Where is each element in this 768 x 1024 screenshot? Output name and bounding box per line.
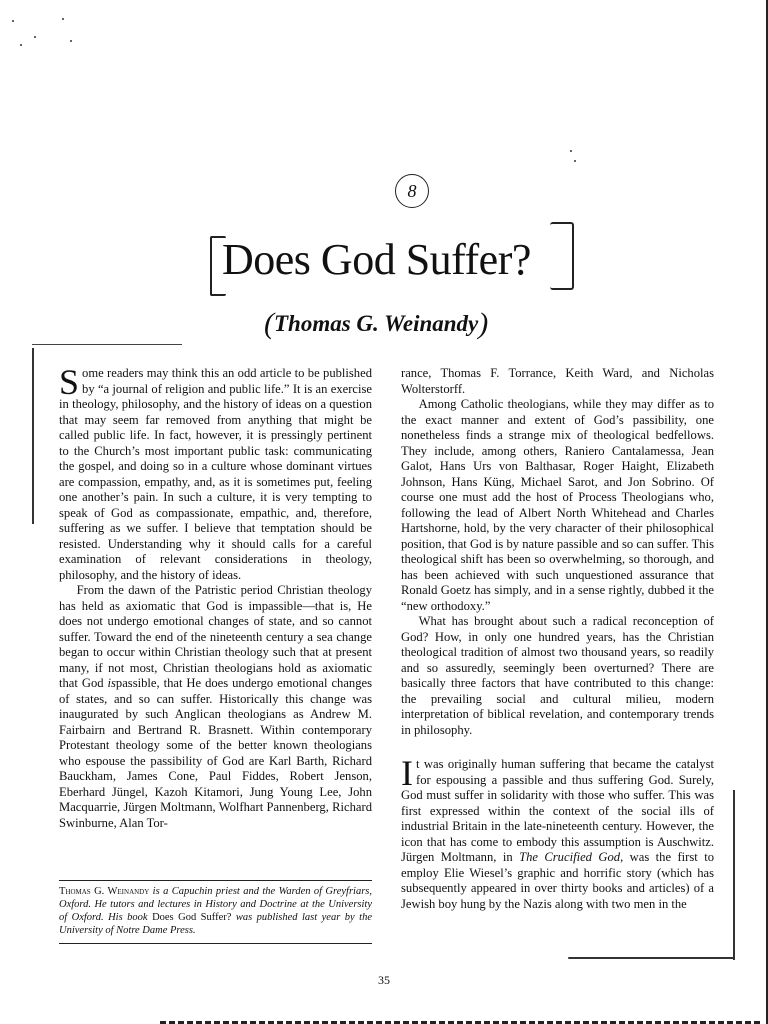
paragraph-text: t was originally human suffering that became the catalyst for espousing a passible and thus suffering God. Surely, God must suffer in solidarity with those who suffer. This was first expressed within the context of the social ills of industrial Britain in the late-nineteenth century. However, the icon that has come to embody this assumption is Auschwitz. Jürgen Moltmann, in — [401, 757, 714, 864]
scan-speck — [70, 40, 72, 42]
article-title: Does God Suffer? — [222, 235, 531, 284]
footnote-rule — [59, 943, 372, 944]
scan-speck — [570, 150, 572, 152]
paragraph — [59, 583, 372, 831]
footnote-author-name: Thomas G. Weinandy — [59, 886, 150, 897]
book-title: The Crucified God — [519, 850, 621, 864]
left-column — [59, 362, 372, 831]
author-byline — [264, 305, 488, 339]
paragraph-text: , was the first to employ Elie Wiesel’s graphic and horrific story (which has subsequently appeared in over thirty books and articles) of a Jewish boy hung by the Nazis along with two men in the — [401, 850, 714, 911]
handwritten-margin-mark — [568, 957, 734, 959]
paragraph — [401, 614, 714, 738]
right-column — [401, 366, 714, 912]
paragraph-text: ome readers may think this an odd article to be published by “a journal of religion and public life.” It is an exercise in theology, philosophy, and the history of ideas on a question that may seem far removed from anything that might be called public life. In fact, however, it is pressingly pertinent to the Church’s most important public task: communicating the gospel, and doing so in a culture whose dominant virtues are compassion, empathy, and, as it is sometimes put, feeling one another’s pain. In such a culture, it is very tempting to speak of God as compassionate, empathic, and, therefore, suffering as we suffer. I believe that temptation should be resisted. Understanding why it should calls for a careful examination of relevant considerations in theology, philosophy, and the history of ideas. — [59, 366, 372, 582]
scan-speck — [12, 20, 14, 22]
drop-cap: I — [401, 753, 413, 793]
drop-cap: S — [59, 362, 80, 402]
handwritten-paren: ( — [264, 307, 274, 340]
paragraph — [401, 753, 714, 912]
footnote-text: is a Capuchin priest and the Warden of Greyfriars, Oxford. He tutors and lectures in History and Doctrine at the University of Oxford. His book — [59, 886, 372, 923]
paragraph — [401, 366, 714, 397]
page-number: 35 — [378, 973, 390, 987]
handwritten-margin-mark — [32, 344, 182, 345]
scan-speck — [574, 160, 576, 162]
handwritten-margin-mark — [32, 348, 34, 524]
footnote-text: was published last year by the University of Notre Dame Press. — [59, 912, 372, 936]
paragraph-text: From the dawn of the Patristic period Christian theology has held as axiomatic that God is impassible—that is, He does not undergo emotional changes of state, and so cannot suffer. Toward the end of the nineteenth century a sea change began to occur within Christian theology such that at present many, if not most, Christian theologians hold as axiomatic that God — [59, 583, 372, 690]
author-name: Thomas G. Weinandy — [274, 311, 479, 336]
handwritten-circled-number: 8 — [395, 174, 429, 208]
footnote-rule — [59, 880, 372, 881]
paragraph-text: What has brought about such a radical reconception of God? How, in only one hundred years, has the Christian theological tradition of almost two thousand years, so readily and so assuredly, seemingly been overturned? There are basically three factors that have contributed to this change: the prevailing social and cultural milieu, modern interpretation of biblical revelation, and contemporary trends in philosophy. — [401, 614, 714, 737]
paragraph-text: passible, that He does undergo emotional changes of states, and so can suffer. Historically this change was inaugurated by such Anglican theologians as Andrew M. Fairbairn and Bertrand R. Brasnett. Within contemporary Protestant theology some of the better known theologians who espouse the passibility of God are Karl Barth, Richard Bauckham, James Cone, Paul Fiddes, Robert Jenson, Eberhard Jüngel, Kazoh Kitamori, Jung Young Lee, John Macquarrie, Jürgen Moltmann, Wolfhart Pannenberg, Richard Swinburne, Alan Tor- — [59, 676, 372, 830]
paragraph-text: Among Catholic theologians, while they may differ as to the exact manner and extent of God’s passibility, one nonetheless finds a strange mix of theological bedfellows. They include, among others, Raniero Cantalamessa, Jean Galot, Hans Urs von Balthasar, Roger Haight, Elizabeth Johnson, Hans Küng, Michael Sarot, and Jon Sobrino. Of course one must add the host of Process Theologians who, following the lead of Albert North Whitehead and Charles Hartshorne, hold, by the very character of their philosophical position, that God is by nature passible and so can suffer. This theological shift has been so overwhelming, so thorough, and has been achieved with such unquestioned assurance that Ronald Goetz has simply, and in a sense rightly, dubbed it the “new orthodoxy.” — [401, 397, 714, 613]
paragraph-text: rance, Thomas F. Torrance, Keith Ward, and Nicholas Wolterstorff. — [401, 366, 714, 396]
scan-speck — [20, 44, 22, 46]
emphasis: is — [107, 676, 116, 690]
paragraph — [59, 362, 372, 583]
paragraph — [401, 397, 714, 614]
section-break — [401, 738, 714, 757]
handwritten-paren: ) — [478, 307, 489, 340]
handwritten-margin-mark — [733, 790, 735, 960]
handwritten-bracket-right — [550, 222, 574, 290]
author-footnote — [59, 885, 372, 937]
scan-speck — [62, 18, 64, 20]
scan-speck — [34, 36, 36, 38]
footnote-book-title: Does God Suffer? — [152, 912, 232, 923]
